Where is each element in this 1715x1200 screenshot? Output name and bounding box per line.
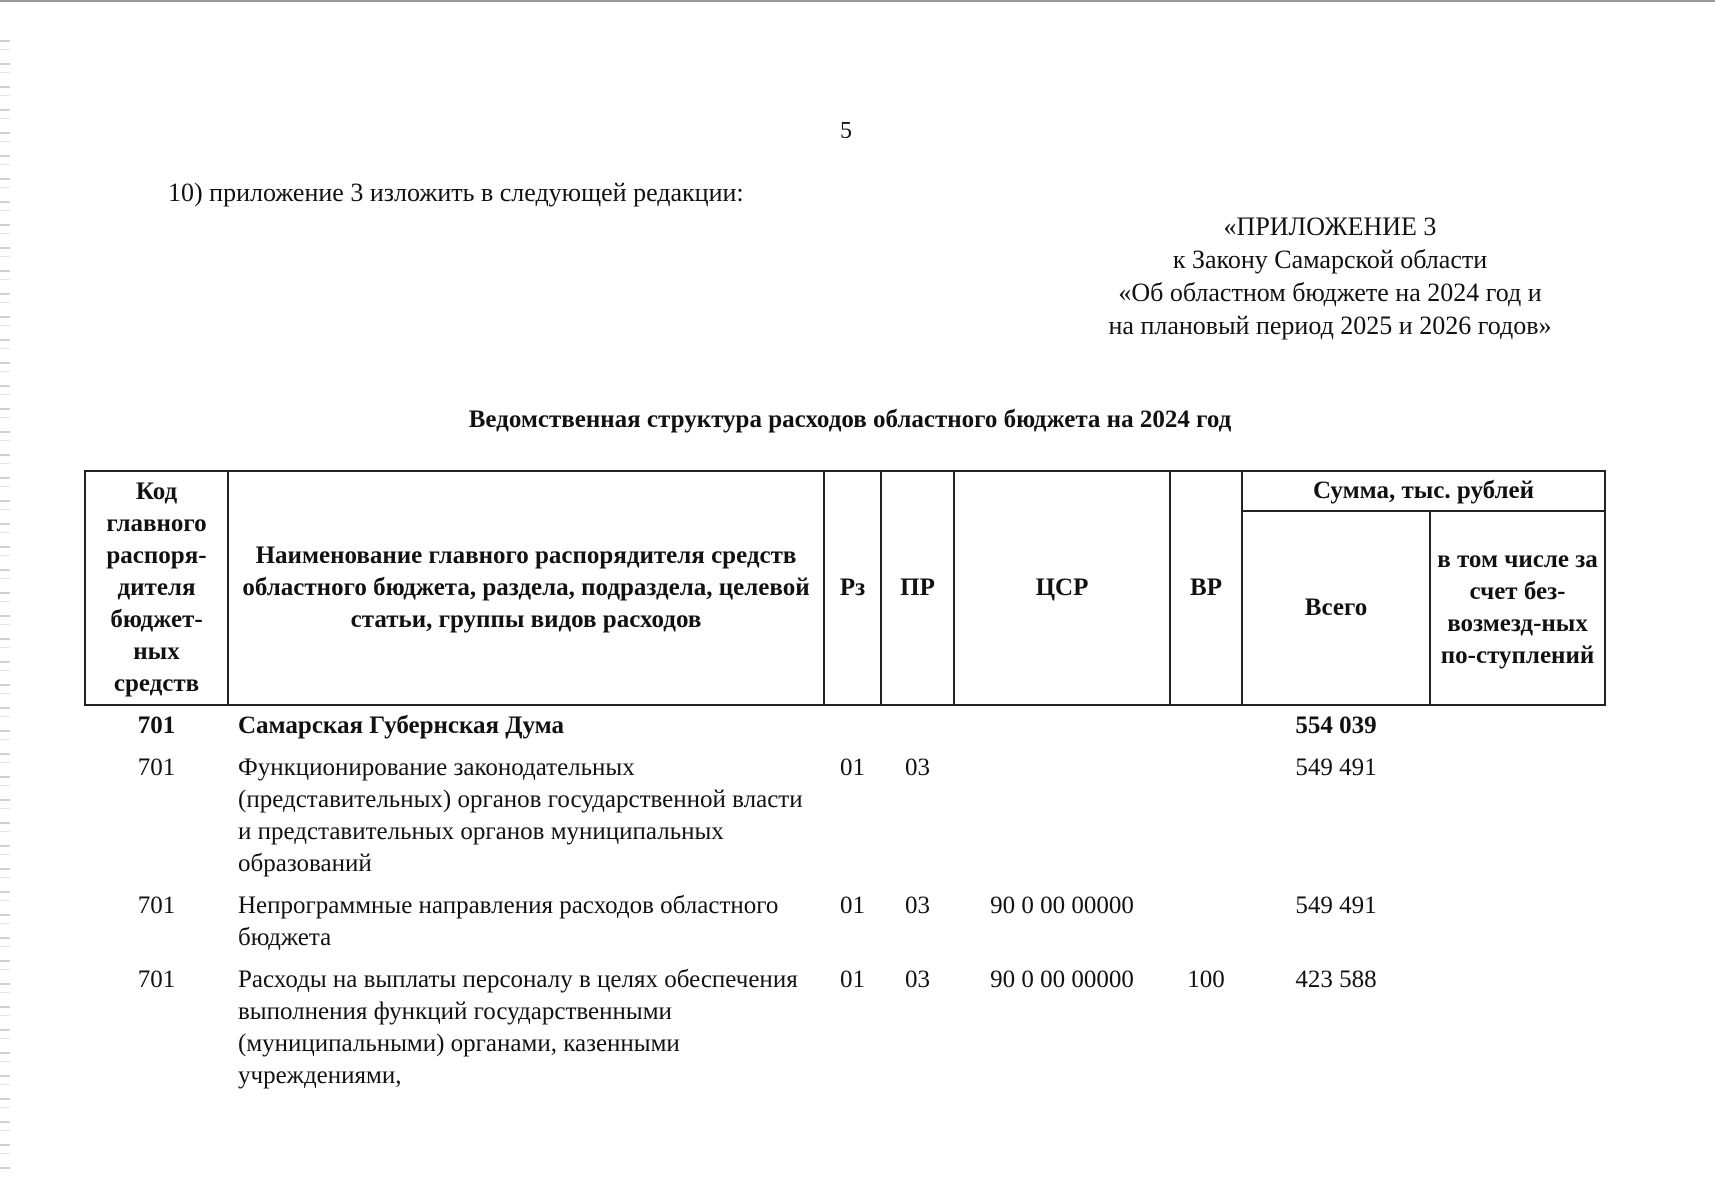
cell-free — [1430, 960, 1605, 1098]
scan-edge-noise — [0, 40, 10, 1170]
cell-code: 701 — [137, 892, 176, 919]
appendix-line: на плановый период 2025 и 2026 годов» — [1108, 311, 1552, 340]
cell-name: Функционирование законодательных (представительных) органов государственной власти и представительных органов муниципальных образований — [238, 754, 803, 877]
appendix-line: к Закону Самарской области — [1172, 245, 1488, 274]
header-vr: ВР — [1170, 471, 1242, 705]
cell-free — [1430, 886, 1605, 960]
cell-pr: 03 — [905, 754, 930, 781]
cell-pr: 03 — [905, 892, 930, 919]
scan-edge-line — [0, 0, 1715, 2]
table-row — [85, 748, 1605, 886]
appendix-line: «ПРИЛОЖЕНИЕ 3 — [1223, 212, 1437, 241]
cell-total: 554 039 — [1295, 712, 1377, 739]
amendment-intro: 10) приложение 3 изложить в следующей редакции: — [168, 178, 744, 207]
header-rz: Рз — [824, 471, 881, 705]
table-title: Ведомственная структура расходов областного бюджета на 2024 год — [468, 406, 1232, 433]
header-total: Всего — [1242, 511, 1430, 705]
cell-csr — [954, 748, 1170, 886]
cell-vr — [1170, 748, 1242, 886]
header-sum-group: Сумма, тыс. рублей — [1242, 471, 1605, 511]
table-row — [85, 886, 1605, 960]
table-row — [85, 705, 1605, 748]
cell-csr: 90 0 00 00000 — [990, 892, 1134, 919]
cell-total: 549 491 — [1295, 892, 1377, 919]
cell-vr: 100 — [1187, 966, 1225, 993]
header-csr: ЦСР — [954, 471, 1170, 705]
cell-rz: 01 — [840, 966, 865, 993]
header-incl-free: в том числе за счет без-возмезд-ных по-ступлений — [1430, 511, 1605, 705]
cell-pr — [881, 705, 954, 748]
cell-csr — [954, 705, 1170, 748]
cell-name: Расходы на выплаты персоналу в целях обеспечения выполнения функций государственными (муниципальными) органами, казенными учреждениями, — [238, 966, 798, 1089]
cell-total: 549 491 — [1295, 754, 1377, 781]
table-body — [85, 705, 1605, 1098]
appendix-heading — [1080, 210, 1580, 342]
cell-free — [1430, 748, 1605, 886]
cell-rz: 01 — [840, 892, 865, 919]
cell-vr — [1170, 705, 1242, 748]
header-code: Код главного распоря-дителя бюджет-ных средств — [85, 471, 228, 705]
table-header — [85, 471, 1605, 705]
cell-pr: 03 — [905, 966, 930, 993]
table-row — [85, 960, 1605, 1098]
cell-code: 701 — [137, 966, 176, 993]
cell-code: 701 — [137, 754, 176, 781]
header-name: Наименование главного распорядителя средств областного бюджета, раздела, подраздела, целевой статьи, группы видов расходов — [228, 471, 824, 705]
cell-name: Самарская Губернская Дума — [238, 712, 565, 739]
appendix-line: «Об областном бюджете на 2024 год и — [1118, 278, 1542, 307]
cell-csr: 90 0 00 00000 — [990, 966, 1134, 993]
cell-code: 701 — [137, 712, 176, 739]
cell-rz: 01 — [840, 754, 865, 781]
cell-vr — [1170, 886, 1242, 960]
cell-total: 423 588 — [1295, 966, 1377, 993]
cell-rz — [824, 705, 881, 748]
page-number: 5 — [840, 118, 852, 144]
cell-free — [1430, 705, 1605, 748]
cell-name: Непрограммные направления расходов областного бюджета — [238, 892, 779, 951]
header-pr: ПР — [881, 471, 954, 705]
budget-table — [84, 470, 1606, 1098]
